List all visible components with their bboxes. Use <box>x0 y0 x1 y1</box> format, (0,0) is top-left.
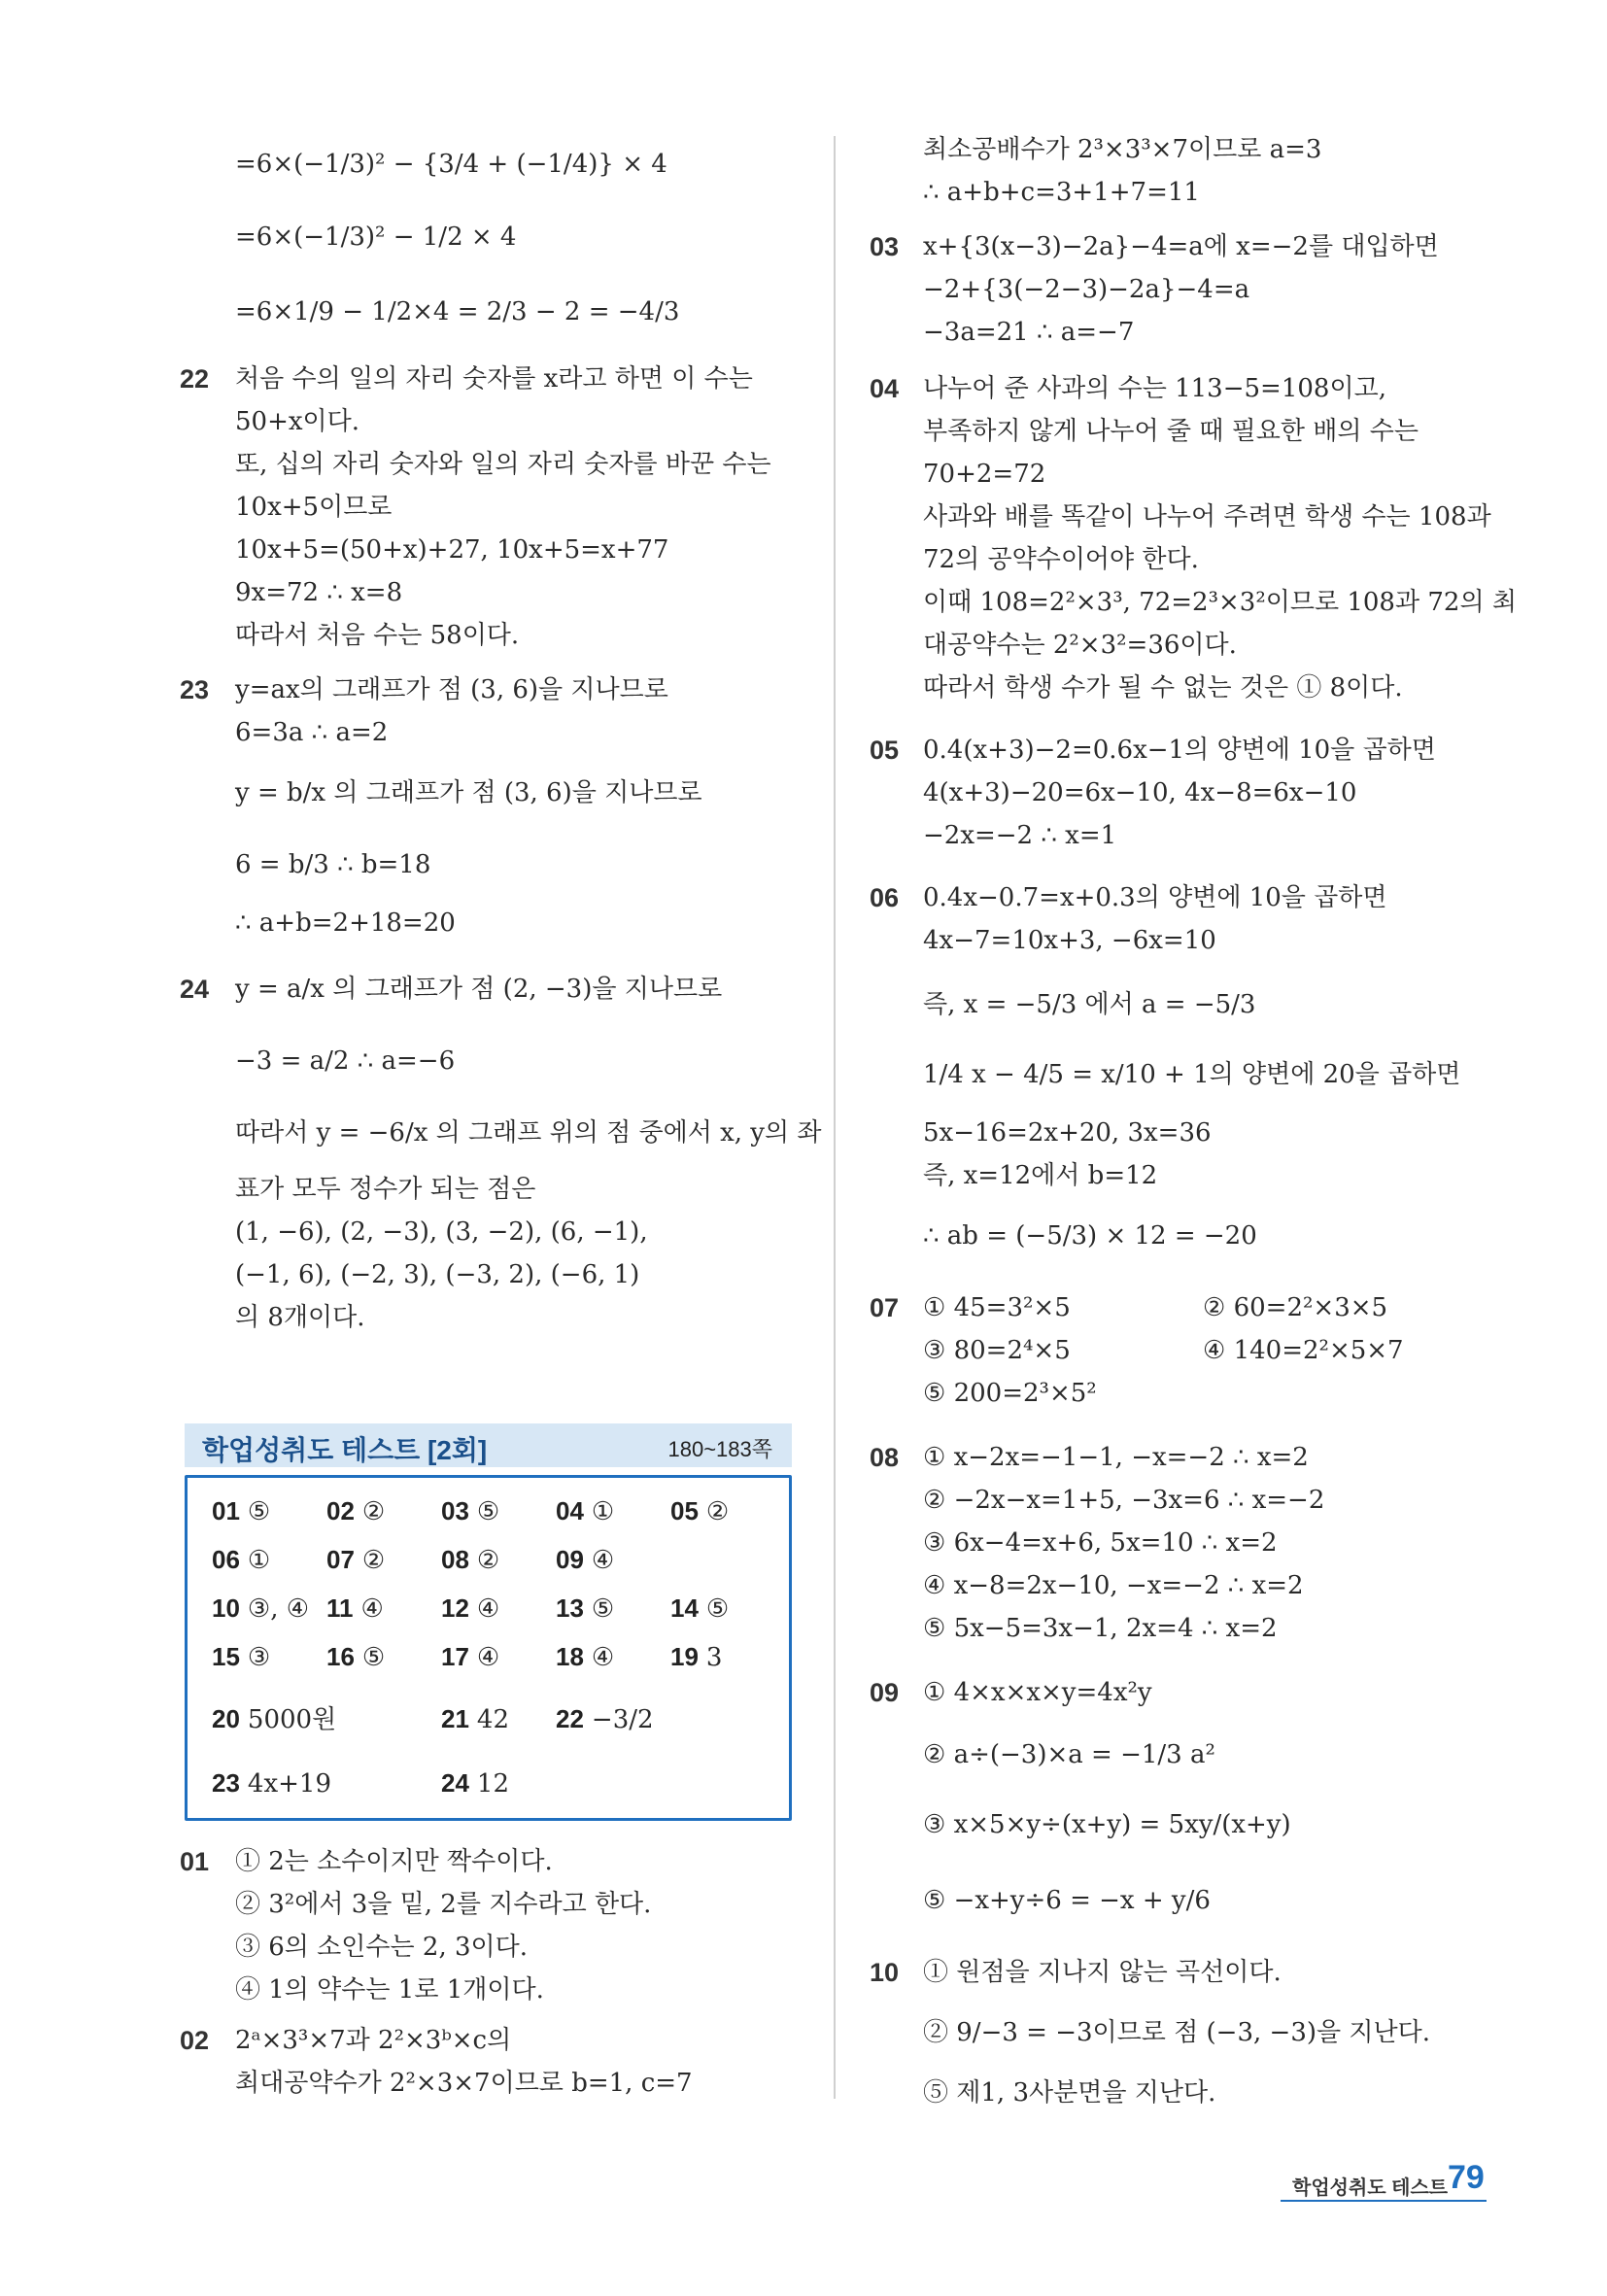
solution-line: ⑤ 제1, 3사분면을 지난다. <box>923 2078 1216 2108</box>
solution-21-line-2: =6×(−1/3)² − 1/2 × 4 <box>235 223 517 252</box>
solution-line: ⑤ 200=2³×5² <box>923 1379 1097 1408</box>
solution-line: 나누어 준 사과의 수는 113−5=108이고, <box>923 374 1386 403</box>
solution-line: x+{3(x−3)−2a}−4=a에 x=−2를 대입하면 <box>923 232 1439 261</box>
answer-item: 13 ⑤ <box>556 1593 615 1624</box>
answer-item: 24 12 <box>441 1768 510 1799</box>
solution-line: −2+{3(−2−3)−2a}−4=a <box>923 275 1250 304</box>
answer-item: 16 ⑤ <box>326 1642 386 1672</box>
solution-line: 0.4x−0.7=x+0.3의 양변에 10을 곱하면 <box>923 883 1387 912</box>
footer-section-label: 학업성취도 테스트 <box>1292 2177 1449 2199</box>
problem-number: 04 <box>870 374 900 403</box>
solution-line: ② a÷(−3)×a = −1/3 a² <box>923 1740 1215 1769</box>
solution-line: 표가 모두 정수가 되는 점은 <box>235 1175 536 1204</box>
solution-line: ④ x−8=2x−10, −x=−2 ∴ x=2 <box>923 1571 1304 1600</box>
solution-line: ③ 6의 소인수는 2, 3이다. <box>235 1933 529 1962</box>
solution-line: ③ 80=2⁴×5 <box>923 1336 1071 1365</box>
solution-line: y=ax의 그래프가 점 (3, 6)을 지나므로 <box>235 675 668 704</box>
problem-number: 07 <box>870 1293 900 1322</box>
solution-line: 1/4 x − 4/5 = x/10 + 1의 양변에 20을 곱하면 <box>923 1060 1461 1089</box>
solution-line: (1, −6), (2, −3), (3, −2), (6, −1), <box>235 1217 648 1247</box>
answer-item: 04 ① <box>556 1496 615 1526</box>
solution-line: 최소공배수가 2³×3³×7이므로 a=3 <box>923 135 1322 164</box>
answer-item: 08 ② <box>441 1545 500 1575</box>
solution-line: ② 60=2²×3×5 <box>1203 1293 1388 1322</box>
answer-item: 06 ① <box>212 1545 271 1575</box>
solution-line: 10x+5이므로 <box>235 493 393 522</box>
solution-line: ③ 6x−4=x+6, 5x=10 ∴ x=2 <box>923 1528 1278 1558</box>
answer-key-box <box>185 1475 792 1821</box>
solution-line: ④ 1의 약수는 1로 1개이다. <box>235 1975 544 2005</box>
answer-item: 18 ④ <box>556 1642 615 1672</box>
solution-line: 즉, x=12에서 b=12 <box>923 1161 1158 1190</box>
solution-line: ⑤ −x+y÷6 = −x + y/6 <box>923 1886 1211 1915</box>
solution-line: 이때 108=2²×3³, 72=2³×3²이므로 108과 72의 최 <box>923 588 1517 617</box>
answer-item: 23 4x+19 <box>212 1768 331 1799</box>
solution-line: 9x=72 ∴ x=8 <box>235 578 403 607</box>
problem-number: 22 <box>180 364 210 394</box>
solution-line: 6=3a ∴ a=2 <box>235 718 389 747</box>
solution-line: ∴ ab = (−5/3) × 12 = −20 <box>923 1221 1257 1251</box>
solution-line: ① 45=3²×5 <box>923 1293 1071 1322</box>
answer-item: 09 ④ <box>556 1545 615 1575</box>
answer-item: 17 ④ <box>441 1642 500 1672</box>
solution-line: ① 4×x×x×y=4x²y <box>923 1678 1152 1707</box>
footer-rule <box>1281 2200 1487 2202</box>
problem-number: 08 <box>870 1443 900 1472</box>
solution-line: −3a=21 ∴ a=−7 <box>923 318 1135 347</box>
answer-key-title: 학업성취도 테스트 [2회] <box>202 1435 488 1465</box>
answer-item: 22 −3/2 <box>556 1704 654 1734</box>
solution-line: 5x−16=2x+20, 3x=36 <box>923 1118 1212 1148</box>
answer-item: 19 3 <box>670 1642 723 1672</box>
solution-line: ② 9/−3 = −3이므로 점 (−3, −3)을 지난다. <box>923 2018 1430 2047</box>
solution-line: 0.4(x+3)−2=0.6x−1의 양변에 10을 곱하면 <box>923 736 1436 765</box>
solution-line: 2ᵃ×3³×7과 2²×3ᵇ×c의 <box>235 2026 512 2055</box>
solution-line: ② 3²에서 3을 밑, 2를 지수라고 한다. <box>235 1890 652 1919</box>
solution-line: ⑤ 5x−5=3x−1, 2x=4 ∴ x=2 <box>923 1614 1278 1643</box>
solution-line: y = b/x 의 그래프가 점 (3, 6)을 지나므로 <box>235 778 702 807</box>
solution-line: ∴ a+b=2+18=20 <box>235 908 456 938</box>
solution-line: 대공약수는 2²×3²=36이다. <box>923 631 1237 660</box>
solution-line: ∴ a+b+c=3+1+7=11 <box>923 178 1200 207</box>
solution-21-line-1: =6×(−1/3)² − {3/4 + (−1/4)} × 4 <box>235 150 667 179</box>
solution-line: 최대공약수가 2²×3×7이므로 b=1, c=7 <box>235 2069 693 2098</box>
solution-line: 따라서 처음 수는 58이다. <box>235 621 520 650</box>
answer-item: 07 ② <box>326 1545 386 1575</box>
solution-line: 72의 공약수이어야 한다. <box>923 545 1199 574</box>
answer-item: 20 5000원 <box>212 1704 337 1734</box>
solution-line: ① x−2x=−1−1, −x=−2 ∴ x=2 <box>923 1443 1309 1472</box>
solution-line: 또, 십의 자리 숫자와 일의 자리 숫자를 바꾼 수는 <box>235 450 771 479</box>
problem-number: 06 <box>870 883 900 912</box>
problem-number: 05 <box>870 736 900 765</box>
problem-number: 09 <box>870 1678 900 1707</box>
solution-line: ① 2는 소수이지만 짝수이다. <box>235 1847 553 1876</box>
solution-line: 4(x+3)−20=6x−10, 4x−8=6x−10 <box>923 778 1357 807</box>
answer-key-page-range: 180~183쪽 <box>667 1437 772 1461</box>
solution-line: ③ x×5×y÷(x+y) = 5xy/(x+y) <box>923 1810 1291 1839</box>
answer-item: 01 ⑤ <box>212 1496 271 1526</box>
answer-item: 10 ③, ④ <box>212 1593 310 1624</box>
problem-number: 24 <box>180 975 210 1004</box>
solution-line: (−1, 6), (−2, 3), (−3, 2), (−6, 1) <box>235 1260 640 1289</box>
solution-line: 따라서 학생 수가 될 수 없는 것은 ① 8이다. <box>923 673 1403 703</box>
solution-line: 처음 수의 일의 자리 숫자를 x라고 하면 이 수는 <box>235 364 753 394</box>
answer-item: 15 ③ <box>212 1642 271 1672</box>
solution-line: 따라서 y = −6/x 의 그래프 위의 점 중에서 x, y의 좌 <box>235 1118 822 1148</box>
answer-item: 03 ⑤ <box>441 1496 500 1526</box>
problem-number: 10 <box>870 1958 900 1987</box>
answer-item: 12 ④ <box>441 1593 500 1624</box>
solution-line: 의 8개이다. <box>235 1303 365 1332</box>
problem-number: 23 <box>180 675 210 704</box>
solution-line: 10x+5=(50+x)+27, 10x+5=x+77 <box>235 535 669 565</box>
problem-number: 03 <box>870 232 900 261</box>
page-number: 79 <box>1448 2159 1485 2196</box>
solution-line: 70+2=72 <box>923 460 1046 489</box>
solution-line: −3 = a/2 ∴ a=−6 <box>235 1046 456 1076</box>
solution-line: ① 원점을 지나지 않는 곡선이다. <box>923 1958 1282 1987</box>
solution-line: 4x−7=10x+3, −6x=10 <box>923 926 1216 955</box>
solution-line: y = a/x 의 그래프가 점 (2, −3)을 지나므로 <box>235 975 723 1004</box>
solution-line: −2x=−2 ∴ x=1 <box>923 821 1117 850</box>
solution-line: 부족하지 않게 나누어 줄 때 필요한 배의 수는 <box>923 417 1419 446</box>
solution-line: 50+x이다. <box>235 407 360 436</box>
answer-item: 21 42 <box>441 1704 510 1734</box>
solution-line: 사과와 배를 똑같이 나누어 주려면 학생 수는 108과 <box>923 502 1491 531</box>
answer-item: 02 ② <box>326 1496 386 1526</box>
answer-item: 14 ⑤ <box>670 1593 730 1624</box>
answer-item: 05 ② <box>670 1496 730 1526</box>
problem-number: 01 <box>180 1847 210 1876</box>
problem-number: 02 <box>180 2026 210 2055</box>
solution-line: 6 = b/3 ∴ b=18 <box>235 850 431 879</box>
solution-line: ② −2x−x=1+5, −3x=6 ∴ x=−2 <box>923 1486 1325 1515</box>
solution-21-line-3: =6×1/9 − 1/2×4 = 2/3 − 2 = −4/3 <box>235 297 680 326</box>
column-divider <box>834 136 836 2099</box>
answer-key-header <box>185 1423 792 1467</box>
solution-line: ④ 140=2²×5×7 <box>1203 1336 1404 1365</box>
answer-item: 11 ④ <box>326 1593 384 1624</box>
solution-line: 즉, x = −5/3 에서 a = −5/3 <box>923 990 1256 1019</box>
